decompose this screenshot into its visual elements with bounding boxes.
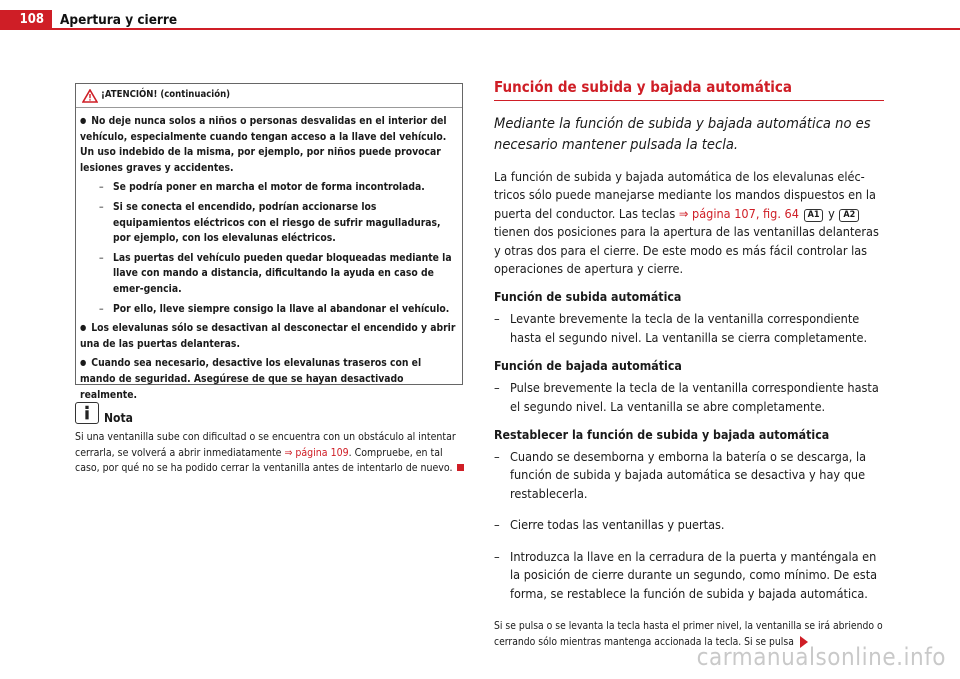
note-text-part: . Compruebe, en tal caso, por qué no se ha podido cerrar la ventanilla antes de intentarlo de nuevo.: [75, 446, 453, 475]
key-a2-badge: A2: [839, 209, 859, 222]
chapter-title: Apertura y cierre: [60, 12, 178, 28]
note-title: Nota: [104, 411, 133, 425]
list-item: – Introduzca la llave en la cerradura de la puerta y manténgala en la posición de cierre durante un segundo, como mínimo. De esta forma, se restablece la función de subida y bajada automática.: [494, 548, 884, 603]
header-rule: [52, 28, 960, 30]
note-info-icon: [75, 402, 99, 424]
list-item: – Levante brevemente la tecla de la ventanilla correspondiente hasta el segundo nivel. La ventanilla se cierra completamente.: [494, 310, 884, 347]
section-lead: Mediante la función de subida y bajada automática no es necesario mantener pulsada la tecla.: [494, 115, 871, 153]
note-text-part: Si una ventanilla sube con dificultad o se encuentra con un obstáculo al intentar cerrarla, se volverá a abrir inmediatamente: [75, 431, 456, 459]
end-marker-icon: [457, 464, 464, 471]
page-header: [0, 0, 960, 36]
footer-text: Si se pulsa o se levanta la tecla hasta el primer nivel, la ventanilla se irá abriendo o cerrando sólo mientras mantenga accionada la tecla. Si se pulsa: [494, 619, 883, 648]
intro-text: tienen dos posiciones para la apertura de las ventanillas delanteras y otras dos para el cierre. De este modo es más fácil controlar las operaciones de apertura y cierre.: [494, 224, 879, 277]
warning-dash-item: – Por ello, lleve siempre consigo la llave al abandonar el vehículo.: [80, 302, 457, 318]
warning-triangle-icon: [82, 89, 98, 103]
warning-header: [76, 84, 462, 108]
auto-window-section: [494, 78, 884, 650]
warning-dash-item: – Se podría poner en marcha el motor de forma incontrolada.: [80, 180, 457, 196]
intro-text: y: [828, 205, 835, 221]
intro-text: La función de subida y bajada automática de los elevalunas eléc-tricos sólo puede manejarse mediante los mandos dispuestos en la puerta del conductor. Las teclas: [494, 169, 876, 221]
section-intro: [494, 168, 884, 278]
list-item: – Cierre todas las ventanillas y puertas.: [494, 516, 884, 534]
warning-body: [76, 108, 462, 403]
key-a1-badge: A1: [804, 209, 824, 222]
subheading-reset: Restablecer la función de subida y bajada automática: [494, 428, 830, 443]
warning-box: [75, 83, 463, 401]
subheading-auto-down: Función de bajada automática: [494, 359, 682, 374]
figure-page-link[interactable]: ⇒ página 107, fig. 64: [678, 205, 799, 221]
warning-bullet: ● Cuando sea necesario, desactive los elevalunas traseros con el mando de seguridad. Asegúrese de que se hayan desactivado realmente.: [80, 356, 457, 403]
watermark: carmanualsonline.info: [696, 643, 946, 671]
subheading-auto-up: Función de subida automática: [494, 290, 682, 305]
list-item: – Pulse brevemente la tecla de la ventanilla correspondiente hasta el segundo nivel. La ventanilla se abre completamente.: [494, 379, 884, 416]
page-number: 108: [0, 10, 52, 30]
warning-bullet: ● No deje nunca solos a niños o personas desvalidas en el interior del vehículo, especialmente cuando tengan acceso a la llave del vehículo. Un uso indebido de la misma, por ejemplo, por niños puede provocar lesiones graves y accidentes.: [80, 114, 457, 176]
warning-title: ¡ATENCIÓN! (continuación): [101, 89, 231, 100]
warning-dash-item: – Si se conecta el encendido, podrían accionarse los equipamientos eléctricos con el riesgo de sufrir magulladuras, por ejemplo, con los elevalunas eléctricos.: [80, 200, 457, 247]
warning-bullet: ● Los elevalunas sólo se desactivan al desconectar el encendido y abrir una de las puertas delanteras.: [80, 321, 457, 352]
note-text: [75, 430, 465, 477]
section-title: Función de subida y bajada automática: [494, 78, 884, 101]
note-page-link[interactable]: ⇒ página 109: [284, 446, 349, 459]
list-item: – Cuando se desemborna y emborna la batería o se descarga, la función de subida y bajada automática se desactiva y hay que restablecerla.: [494, 448, 884, 503]
warning-dash-item: – Las puertas del vehículo pueden quedar bloqueadas mediante la llave con mando a distancia, dificultando la ayuda en caso de emer-gencia.: [80, 251, 457, 298]
